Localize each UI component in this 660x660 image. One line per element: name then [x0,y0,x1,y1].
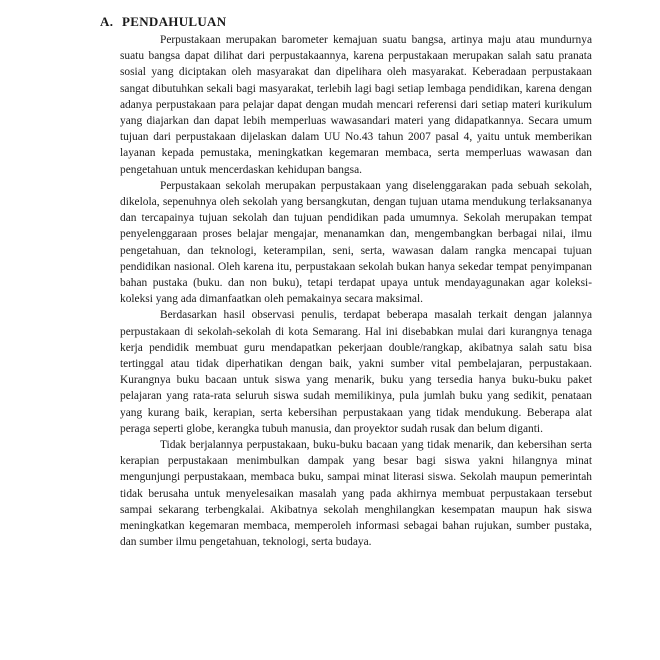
paragraph-4: Tidak berjalannya perpustakaan, buku-buku bacaan yang tidak menarik, dan kebersihan serta kerapian perpustakaan menimbulkan dampak yang besar bagi siswa yakni hilangnya minat mengunjungi perpustakaan, membaca buku, sampai minat literasi siswa. Sekolah maupun pemerintah tidak berusaha untuk menyelesaikan masalah yang pada akhirnya membuat perpustakaan tersebut sampai sekarang terbengkalai. Akibatnya sekolah menghilangkan kesempatan maupun hak siswa meningkatkan kegemaran membaca, memperoleh informasi sebagai bahan rujukan, sumber pustaka, dan sumber ilmu pengetahuan, teknologi, serta budaya. [120,439,592,549]
paragraph-1: Perpustakaan merupakan barometer kemajuan suatu bangsa, artinya maju atau mundurnya suatu bangsa dapat dilihat dari perpustakaannya, karena perpustakaan merupakan salah satu pranata sosial yang diciptakan oleh masyarakat dan dipelihara oleh masyarakat. Keberadaan perpustakaan sangat dibutuhkan sekali bagi masyarakat, terlebih lagi bagi setiap lembaga pendidikan, karena dengan adanya perpustakaan para pelajar dapat dengan mudah mencari referensi dari setiap materi kurikulum yang diajarkan dan dapat lebih memperluas wawasandari materi yang didapatkannya. Secara umum tujuan dari perpustakaan dijelaskan dalam UU No.43 tahun 2007 pasal 4, yaitu untuk memberikan layanan kepada pemustaka, meningkatkan kegemaran membaca, serta memperluas wawasan dan pengetahuan untuk mencerdaskan kehidupan bangsa. [120,34,592,176]
paragraph-3: Berdasarkan hasil observasi penulis, terdapat beberapa masalah terkait dengan jalannya perpustakaan di sekolah-sekolah di kota Semarang. Hal ini disebabkan mulai dari kurangnya tenaga kerja pendidik membuat guru mendapatkan pekerjaan double/rangkap, akibatnya salah satu bisa tertinggal atau tidak diperhatikan dengan baik, yakni sumber vital pembelajaran, perpustakaan. Kurangnya buku bacaan untuk siswa yang menarik, buku yang tersedia hanya buku-buku paket pelajaran yang rata-rata seluruh siswa sudah memilikinya, pula jumlah buku yang sedikit, penataan yang kurang baik, kerapian, serta kebersihan perpustakaan yang tidak mendukung. Beberapa alat peraga seperti globe, kerangka tubuh manusia, dan proyektor sudah rusak dan belum diganti. [120,309,592,435]
section-heading [100,14,226,30]
document-body [120,32,592,551]
paragraph-2: Perpustakaan sekolah merupakan perpustakaan yang diselenggarakan pada sebuah sekolah, dikelola, sepenuhnya oleh sekolah yang bersangkutan, dengan tujuan utama mendukung terlaksananya dan tercapainya tujuan sekolah dan tujuan pendidikan pada umumnya. Sekolah merupakan tempat penyelenggaraan proses belajar mengajar, menanamkan dan, mengembangkan berbagai nilai, ilmu pengetahuan, dan teknologi, keterampilan, seni, serta, wawasan dalam rangka mencapai tujuan pendidikan nasional. Oleh karena itu, perpustakaan sekolah bukan hanya sekedar tempat penyimpanan bahan pustaka (buku. dan non buku), tetapi terdapat upaya untuk mendayagunakan agar koleksi-koleksi yang ada dimanfaatkan oleh pemakainya secara maksimal. [120,179,592,306]
section-title: PENDAHULUAN [122,14,227,29]
section-number: A. [100,14,114,29]
